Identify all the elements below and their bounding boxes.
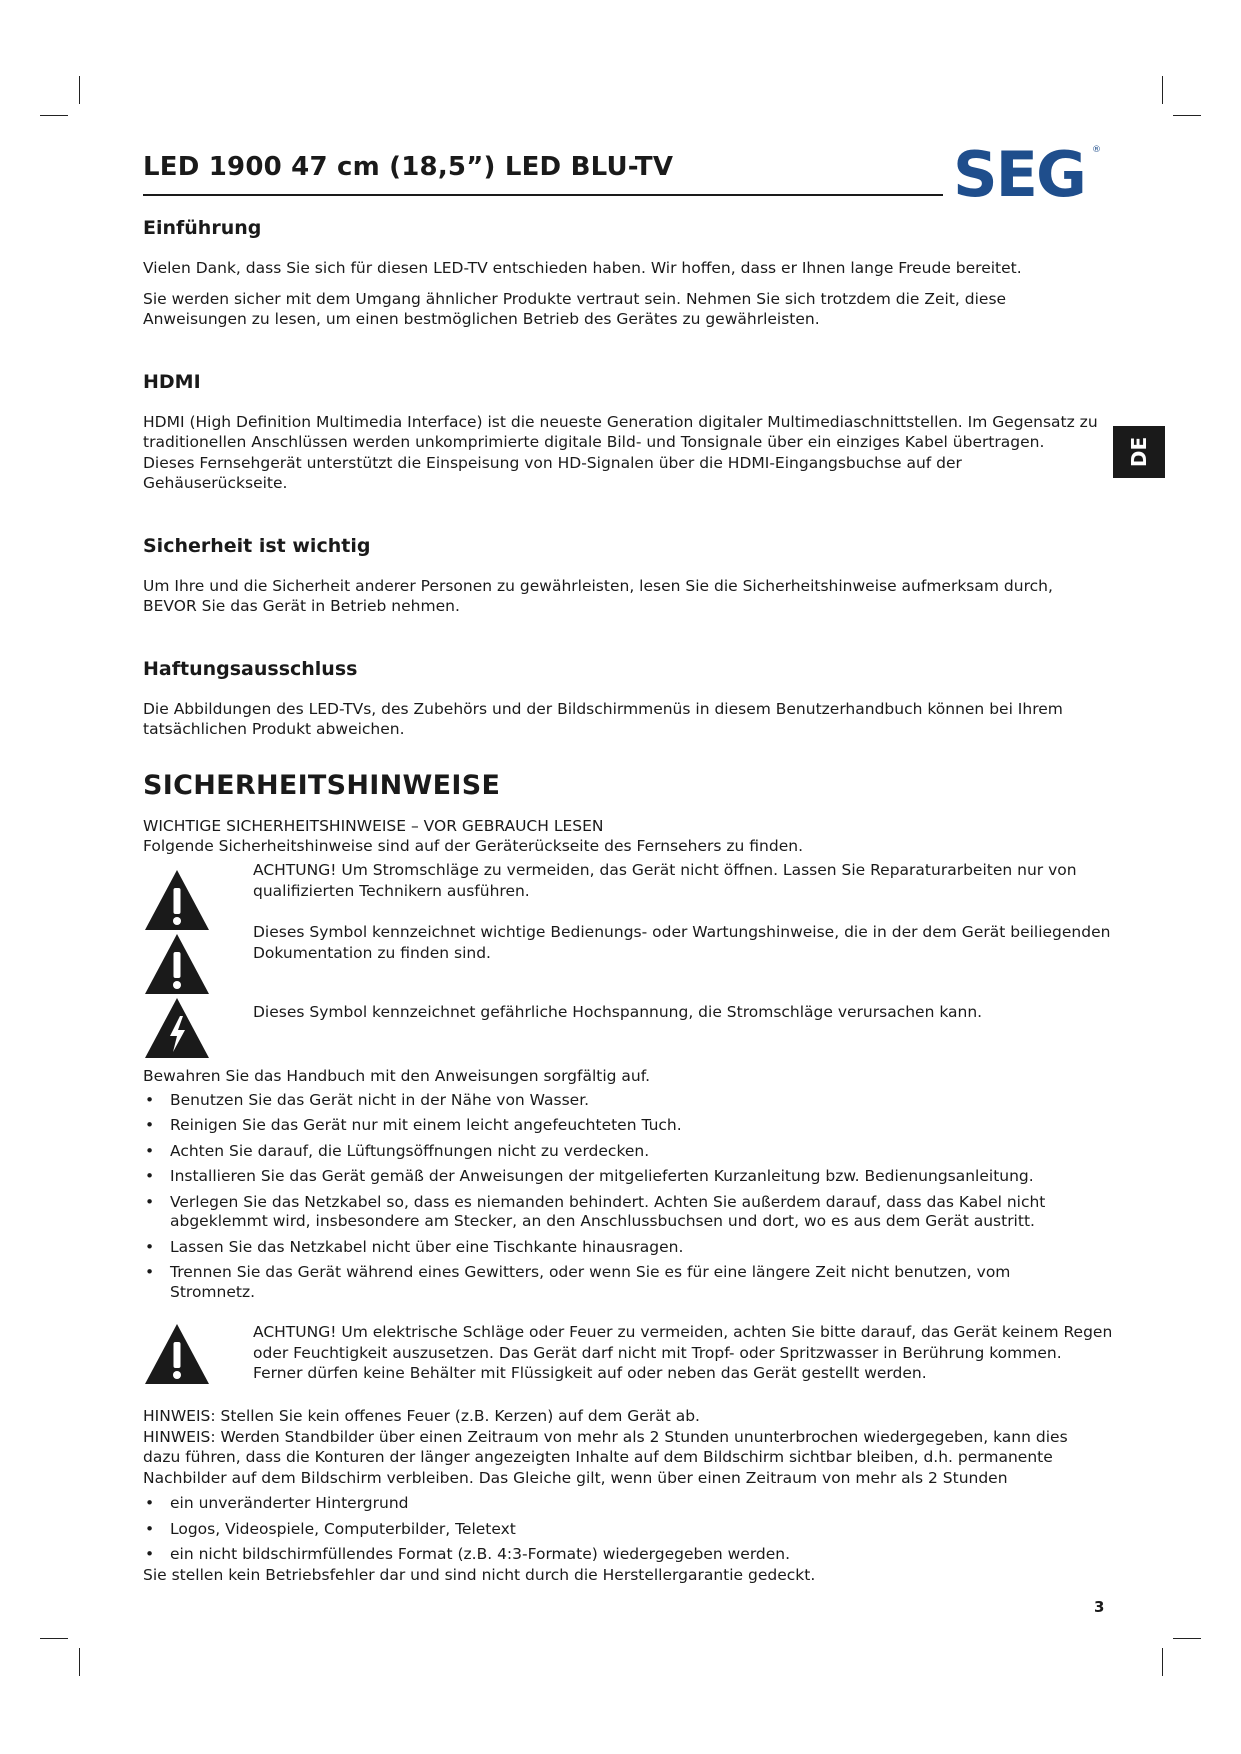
language-tab-label: DE <box>1126 436 1151 468</box>
intro-paragraph: Vielen Dank, dass Sie sich für diesen LED-TV entschieden haben. Wir hoffen, dass er Ihnen lange Freude bereitet. <box>143 259 1022 277</box>
warning-triangle-icon <box>143 1322 211 1386</box>
list-item: • Logos, Videospiele, Computerbilder, Teletext <box>143 1520 1098 1540</box>
crop-mark <box>1173 115 1201 116</box>
intro-paragraph: Sie werden sicher mit dem Umgang ähnlicher Produkte vertraut sein. Nehmen Sie sich trotzdem die Zeit, diese Anweisungen zu lesen, um einen bestmöglichen Betrieb des Gerätes zu gewährleisten. <box>143 289 1007 328</box>
list-item: • Benutzen Sie das Gerät nicht in der Nähe von Wasser. <box>143 1091 1098 1111</box>
warning-text: Dieses Symbol kennzeichnet gefährliche Hochspannung, die Stromschläge verursachen kann. <box>253 1003 983 1021</box>
disclaimer-heading: Haftungsausschluss <box>143 657 358 680</box>
list-item: • Lassen Sie das Netzkabel nicht über eine Tischkante hinausragen. <box>143 1238 1098 1258</box>
closing-text: Sie stellen kein Betriebsfehler dar und sind nicht durch die Herstellergarantie gedeckt. <box>143 1565 816 1584</box>
list-item: • Trennen Sie das Gerät während eines Gewitters, oder wenn Sie es für eine längere Zeit nicht benutzen, vom Stromnetz. <box>143 1263 1098 1302</box>
afterimage-bullet-list <box>143 1494 1098 1565</box>
safety-list-block <box>143 1066 1098 1308</box>
note-text: HINWEIS: Werden Standbilder über einen Zeitraum von mehr als 2 Stunden ununterbrochen wiedergegeben, kann dies dazu führen, dass die Konturen der länger angezeigten Inhalte auf dem Bildschirm sichtbar bleiben, d.h. permanente Nachbilder auf dem Bildschirm verbleiben. Das Gleiche gilt, wenn über einen Zeitraum von mehr als 2 Stunden <box>143 1427 1068 1487</box>
crop-mark <box>79 76 80 104</box>
list-item: • ein nicht bildschirmfüllendes Format (z.B. 4:3-Formate) wiedergegeben werden. <box>143 1545 1098 1565</box>
exclamation-triangle-icon <box>143 932 211 996</box>
document-header <box>143 152 943 190</box>
list-item: • Achten Sie darauf, die Lüftungsöffnungen nicht zu verdecken. <box>143 1142 1098 1162</box>
list-item: • ein unveränderter Hintergrund <box>143 1494 1098 1514</box>
safety-paragraph: Um Ihre und die Sicherheit anderer Personen zu gewährleisten, lesen Sie die Sicherheitshinweise aufmerksam durch, BEVOR Sie das Gerät in Betrieb nehmen. <box>143 576 1053 615</box>
notes-block <box>143 1406 1098 1585</box>
seg-logo <box>953 140 1101 206</box>
intro-heading: Einführung <box>143 217 262 239</box>
list-item: • Reinigen Sie das Gerät nur mit einem leicht angefeuchteten Tuch. <box>143 1116 1098 1136</box>
crop-mark <box>1162 76 1163 104</box>
warning-text: Dieses Symbol kennzeichnet wichtige Bedienungs- oder Wartungshinweise, die in der dem Gerät beiliegenden Dokumentation zu finden sind. <box>253 923 1111 962</box>
hdmi-paragraph: HDMI (High Definition Multimedia Interface) ist die neueste Generation digitaler Multimediaschnittstellen. Im Gegensatz zu traditionellen Anschlüssen werden unkomprimierte digitale Bild- und Tonsignale über ein einziges Kabel übertragen. Dieses Fernsehgerät unterstützt die Einspeisung von HD-Signalen über die HDMI-Eingangsbuchse auf der Gehäuserückseite. <box>143 412 1098 492</box>
page-number: 3 <box>1094 1598 1105 1616</box>
warning-text: ACHTUNG! Um elektrische Schläge oder Feuer zu vermeiden, achten Sie bitte darauf, das Gerät keinem Regen oder Feuchtigkeit auszusetzen. Das Gerät darf nicht mit Tropf- oder Spritzwasser in Berührung kommen. Ferner dürfen keine Behälter mit Flüssigkeit auf oder neben das Gerät gestellt werden. <box>253 1323 1113 1382</box>
crop-mark <box>1173 1638 1201 1639</box>
title-rule <box>143 194 943 196</box>
warning-text: ACHTUNG! Um Stromschläge zu vermeiden, das Gerät nicht öffnen. Lassen Sie Reparaturarbeiten nur von qualifizierten Technikern ausführen. <box>253 861 1077 900</box>
document-title: LED 1900 47 cm (18,5”) LED BLU-TV <box>143 152 674 182</box>
crop-mark <box>40 1638 68 1639</box>
main-content <box>143 216 1098 857</box>
high-voltage-icon <box>143 996 211 1060</box>
disclaimer-paragraph: Die Abbildungen des LED-TVs, des Zubehörs und der Bildschirmmenüs in diesem Benutzerhandbuch können bei Ihrem tatsächlichen Produkt abweichen. <box>143 699 1063 738</box>
crop-mark <box>79 1648 80 1676</box>
safety-bullet-list <box>143 1091 1098 1303</box>
note-text: HINWEIS: Stellen Sie kein offenes Feuer (z.B. Kerzen) auf dem Gerät ab. <box>143 1407 700 1425</box>
safety-heading: Sicherheit ist wichtig <box>143 534 371 557</box>
crop-mark <box>40 115 68 116</box>
language-tab <box>1113 426 1165 478</box>
keep-manual-text: Bewahren Sie das Handbuch mit den Anweisungen sorgfältig auf. <box>143 1067 651 1085</box>
safety-instructions-heading: SICHERHEITSHINWEISE <box>143 769 501 801</box>
crop-mark <box>1162 1648 1163 1676</box>
instructions-intro: Folgende Sicherheitshinweise sind auf der Geräterückseite des Fernsehers zu finden. <box>143 837 803 855</box>
hdmi-heading: HDMI <box>143 370 201 393</box>
warning-triangle-icon <box>143 868 211 932</box>
svg-text:®: ® <box>1092 145 1101 155</box>
svg-text:SEG: SEG <box>953 140 1085 206</box>
list-item: • Installieren Sie das Gerät gemäß der Anweisungen der mitgelieferten Kurzanleitung bzw. Bedienungsanleitung. <box>143 1167 1098 1187</box>
instructions-subheading: WICHTIGE SICHERHEITSHINWEISE – VOR GEBRAUCH LESEN <box>143 816 604 835</box>
list-item: • Verlegen Sie das Netzkabel so, dass es niemanden behindert. Achten Sie außerdem darauf, dass das Kabel nicht abgeklemmt wird, insbesondere am Stecker, an den Anschlussbuchsen und dort, wo es aus dem Gerät austritt. <box>143 1193 1098 1232</box>
